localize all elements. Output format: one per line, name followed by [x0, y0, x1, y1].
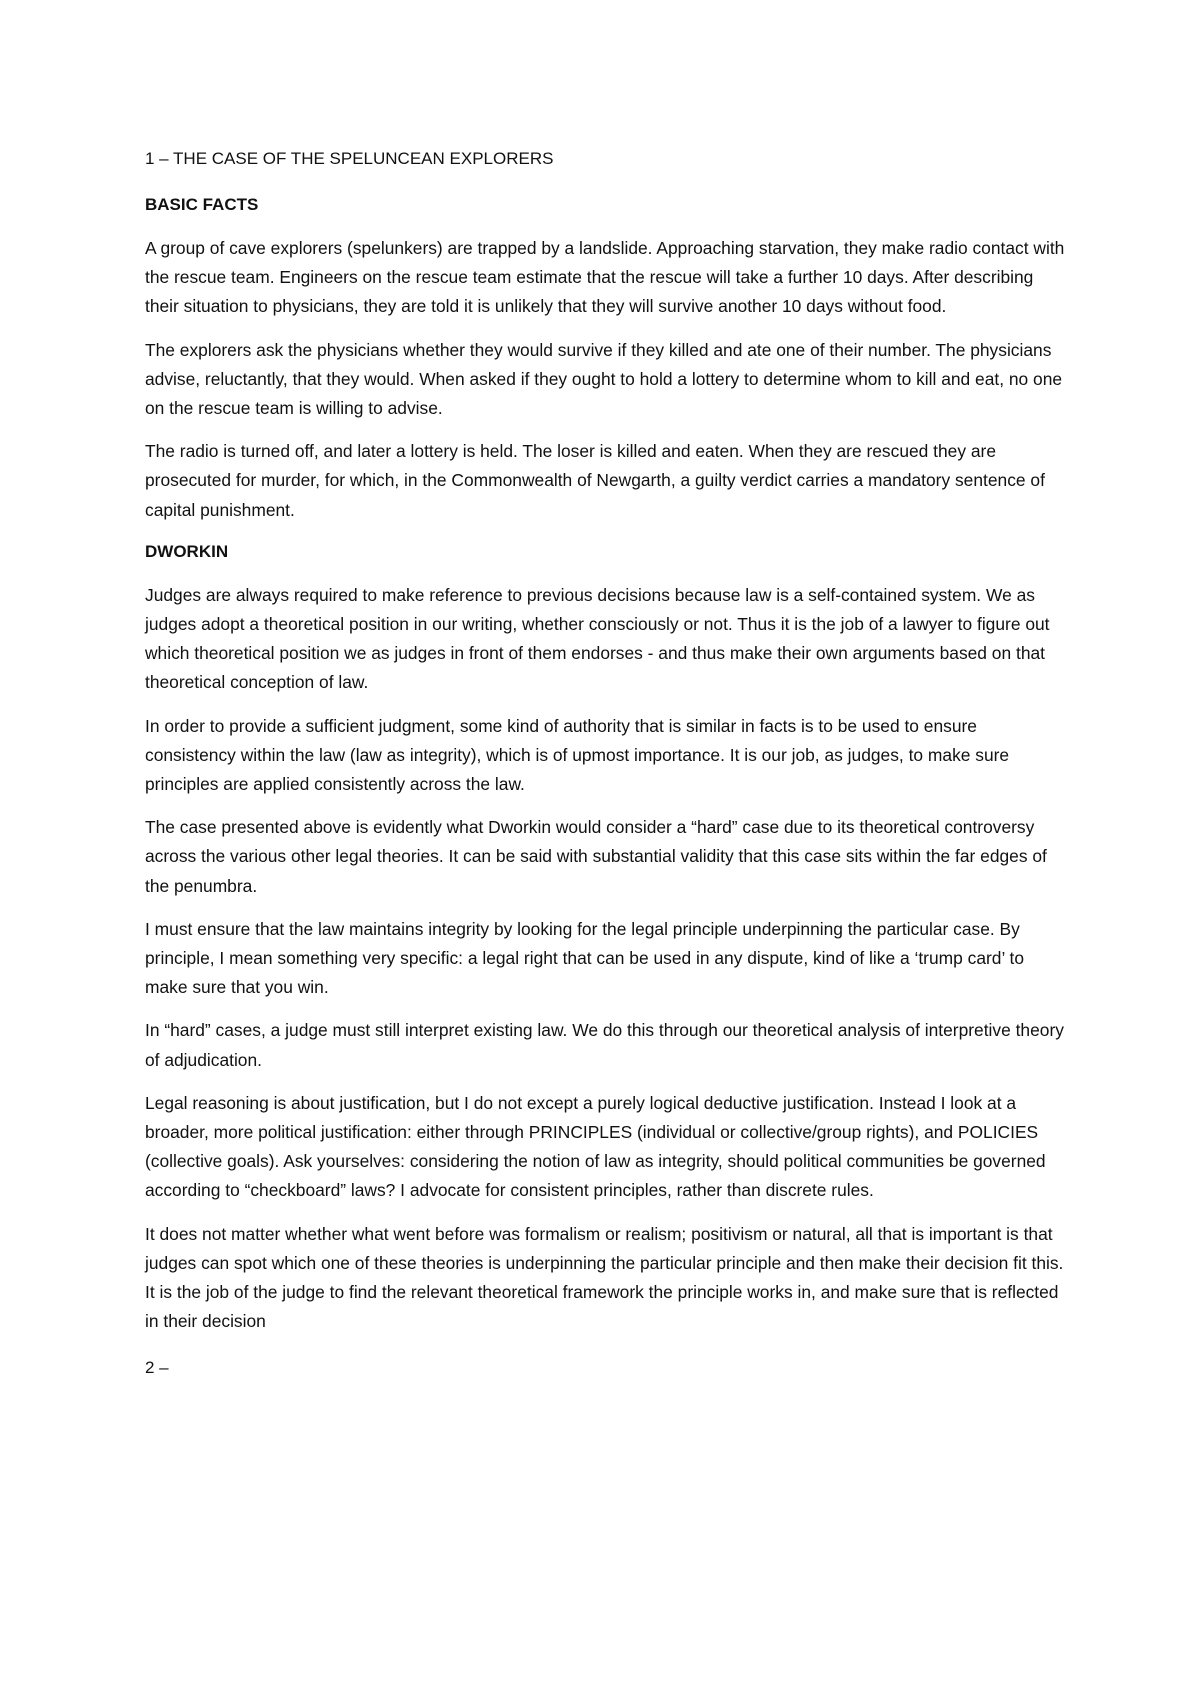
document-title: 1 – THE CASE OF THE SPELUNCEAN EXPLORERS	[145, 149, 554, 168]
paragraph: The explorers ask the physicians whether they would survive if they killed and ate one of their number. The physicians advise, reluctantly, that they would. When asked if they ought to hold a lottery to determine whom to kill and eat, no one on the rescue team is willing to advise.	[145, 339, 1063, 419]
section-heading: BASIC FACTS	[145, 195, 259, 214]
paragraph: Legal reasoning is about justification, but I do not except a purely logical deductive justification. Instead I look at a broader, more political justification: either through PRINCIPLES (individual or collective/group rights), and POLICIES (collective goals). Ask yourselves: considering the notion of law as integrity, should political communities be governed according to “checkboard” laws? I advocate for consistent principles, rather than discrete rules.	[145, 1092, 1046, 1201]
next-section-marker: 2 –	[145, 1357, 169, 1377]
paragraph: Judges are always required to make reference to previous decisions because law is a self-contained system. We as judges adopt a theoretical position in our writing, whether consciously or not. Thus it is the job of a lawyer to figure out which theoretical position we as judges in front of them endorses - and thus make their own arguments based on that theoretical conception of law.	[145, 584, 1050, 693]
paragraph: In “hard” cases, a judge must still interpret existing law. We do this through our theoretical analysis of interpretive theory of adjudication.	[145, 1020, 1064, 1070]
paragraph: In order to provide a sufficient judgment, some kind of authority that is similar in facts is to be used to ensure consistency within the law (law as integrity), which is of upmost importance. It is our job, as judges, to make sure principles are applied consistently across the law.	[145, 715, 1010, 795]
paragraph: A group of cave explorers (spelunkers) are trapped by a landslide. Approaching starvation, they make radio contact with the rescue team. Engineers on the rescue team estimate that the rescue will take a further 10 days. After describing their situation to physicians, they are told it is unlikely that they will survive another 10 days without food.	[145, 238, 1065, 317]
paragraph: It does not matter whether what went before was formalism or realism; positivism or natural, all that is important is that judges can spot which one of these theories is underpinning the particular principle and then make their decision fit this. It is the job of the judge to find the relevant theoretical framework the principle works in, and make sure that is reflected in their decision	[145, 1223, 1064, 1332]
section-heading: DWORKIN	[145, 541, 229, 561]
section-dworkin	[145, 539, 1070, 1337]
paragraph: The case presented above is evidently what Dworkin would consider a “hard” case due to its theoretical controversy across the various other legal theories. It can be said with substantial validity that this case sits within the far edges of the penumbra.	[145, 817, 1047, 896]
section-basic-facts	[145, 192, 1070, 525]
paragraph: The radio is turned off, and later a lottery is held. The loser is killed and eaten. When they are rescued they are prosecuted for murder, for which, in the Commonwealth of Newgarth, a guilty verdict carries a mandatory sentence of capital punishment.	[145, 441, 1045, 520]
paragraph: I must ensure that the law maintains integrity by looking for the legal principle underpinning the particular case. By principle, I mean something very specific: a legal right that can be used in any dispute, kind of like a ‘trump card’ to make sure that you win.	[145, 918, 1025, 998]
